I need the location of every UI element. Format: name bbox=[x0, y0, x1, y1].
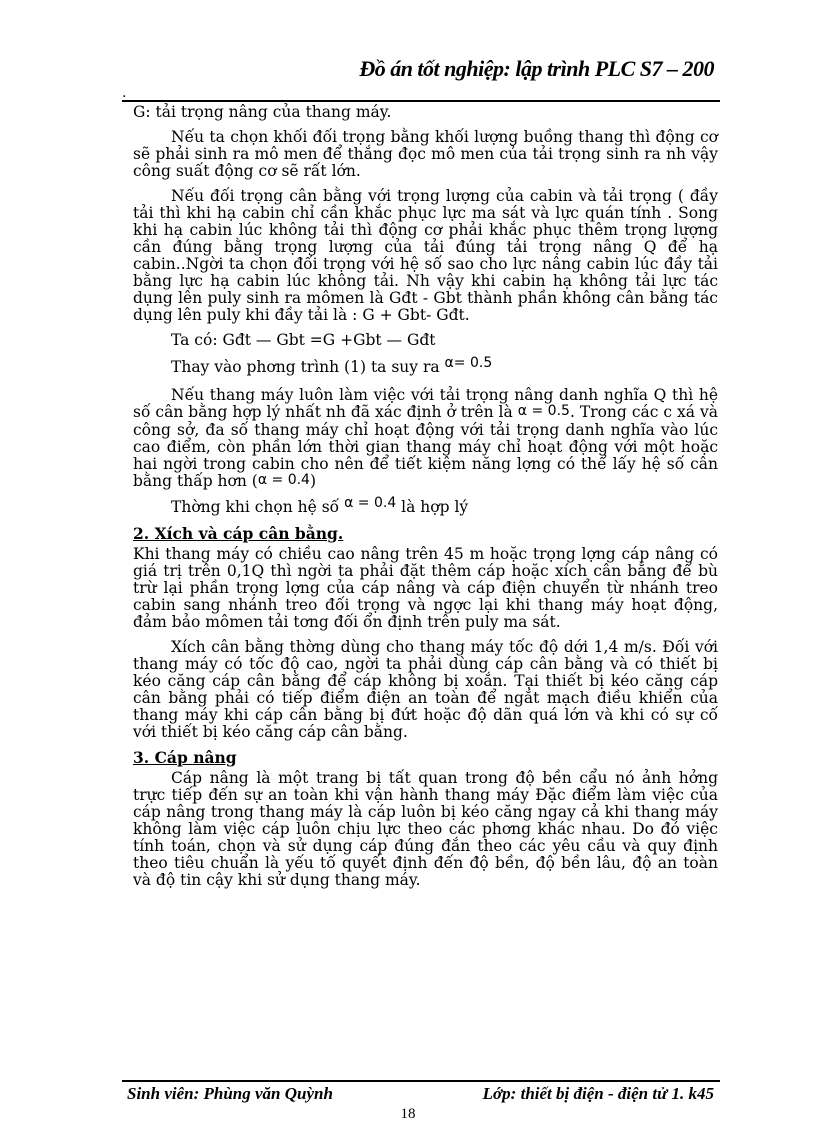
document-body bbox=[133, 104, 718, 897]
section-heading-chains: 2. Xích và cáp cân bằng. bbox=[133, 524, 344, 543]
page-header-title: Đồ án tốt nghiệp: lập trình PLC S7 – 200 bbox=[359, 56, 714, 81]
alpha-value: α = 0.5 bbox=[517, 403, 570, 419]
paragraph-balance-chain: Xích cân bằng thờng dùng cho thang máy tốc độ dới 1,4 m/s. Đối với thang máy có tốc độ cao, ngời ta phải dùng cáp cân bằng và có thiết bị kéo căng cáp cân bằng để cáp không bị xoắn. Tại thiết bị kéo căng cáp cân bằng phải có tiếp điểm điện an toàn để ngắt mạch điều khiển của thang máy khi cáp cân bằng bị đứt hoặc độ dãn quá lớn và khi có sự cố với thiết bị kéo căng cáp cân bằng. bbox=[133, 638, 718, 741]
footer-student: Sinh viên: Phùng văn Quỳnh bbox=[127, 1084, 333, 1103]
alpha-value: α= 0.5 bbox=[444, 355, 493, 371]
formula-alpha bbox=[133, 355, 718, 377]
reasonable-alpha-suffix: là hợp lý bbox=[401, 498, 469, 516]
paragraph-balance-text-b: . Trong các c xá và công sở, đa số thang máy chỉ hoạt động với tải trọng danh nghĩa vào lúc cao điểm, còn phần lớn thời gian thang máy chỉ hoạt động với một hoặc hai ngời trong cabin cho nên để tiết kiệm năng lợng có thể lấy hệ số cân bằng thấp hơn ( bbox=[133, 403, 719, 490]
alpha-value: α = 0.4 bbox=[344, 495, 397, 511]
section-heading-lift-cable: 3. Cáp nâng bbox=[133, 748, 237, 767]
formula-alpha-prefix: Thay vào phơng trình (1) ta suy ra bbox=[171, 358, 440, 376]
header-rule bbox=[122, 100, 720, 102]
page-number: 18 bbox=[400, 1106, 416, 1122]
paragraph-chain-cable: Khi thang máy có chiều cao nâng trên 45 m hoặc trọng lợng cáp nâng có giá trị trên 0,1Q thì ngời ta phải đặt thêm cáp hoặc xích cân bằng để bù trừ lại phần trọng lợng của cáp nâng và cáp điện chuyển từ nhánh treo cabin sang nhánh treo đối trọng và ngợc lại khi thang máy hoạt động, đảm bảo mômen tải tơng đối ổn định trên puly ma sát. bbox=[133, 545, 718, 631]
footer-class: Lớp: thiết bị điện - điện tử 1. k45 bbox=[482, 1084, 714, 1103]
footer-rule bbox=[122, 1080, 720, 1082]
paragraph-balance-text-c: ) bbox=[309, 472, 317, 490]
alpha-value: α = 0.4 bbox=[257, 472, 310, 488]
paragraph-balance-coefficient bbox=[133, 387, 718, 491]
paragraph-g-definition: G: tải trọng nâng của thang máy. bbox=[133, 103, 392, 121]
paragraph-lift-cable: Cáp nâng là một trang bị tất quan trong độ bền cẩu nó ảnh hởng trực tiếp đến sự an toàn khi vận hành thang máy Đặc điểm làm việc của cáp nâng trong thang máy là cáp luôn bị kéo căng ngay cả khi thang máy không làm việc cáp luôn chịu lực theo các phơng khác nhau. Do đó việc tính toán, chọn và sử dụng cáp đúng đắn theo các yêu cầu và quy định theo tiêu chuẩn là yếu tố quyết định đến độ bền, độ bền lâu, độ an toàn và độ tin cậy khi sử dụng thang máy. bbox=[133, 769, 718, 889]
formula-equation: Ta có: Gđt — Gbt =G +Gbt — Gđt bbox=[171, 331, 436, 349]
paragraph-reasonable-alpha bbox=[133, 495, 718, 517]
header-dot: . bbox=[122, 85, 127, 101]
paragraph-balance-text-a: Nếu thang máy luôn làm việc với tải trọng nâng danh nghĩa Q thì hệ số cân bằng hợp lý nhất nh đã xác định ở trên là bbox=[133, 386, 718, 421]
paragraph-counterweight-cabin: Nếu ta chọn khối đối trọng bằng khối lượng buồng thang thì động cơ sẽ phải sinh ra mô men để thắng đọc mô men của tải trọng sinh ra nh vậy công suất động cơ sẽ rất lớn. bbox=[133, 128, 718, 180]
reasonable-alpha-prefix: Thờng khi chọn hệ số bbox=[171, 498, 340, 516]
paragraph-counterweight-balance: Nếu đối trọng cân bằng với trọng lượng của cabin và tải trọng ( đầy tải thì khi hạ cabin chỉ cần khắc phục lực ma sát và lực quán tính . Song khi hạ cabin lúc không tải thì động cơ phải khắc phục thêm trọng lượng cần đúng bằng trọng lượng của tải đúng tải trọng nâng Q để hạ cabin..Ngời ta chọn đối trọng với hệ số sao cho lực nâng cabin lúc đầy tải bằng lực hạ cabin lúc không tải. Nh vậy khi cabin hạ không tải lực tác dụng lên puly sinh ra mômen là Gđt - Gbt thành phần không cân bằng tác dụng lên puly khi đầy tải là : G + Gbt- Gđt. bbox=[133, 187, 718, 324]
